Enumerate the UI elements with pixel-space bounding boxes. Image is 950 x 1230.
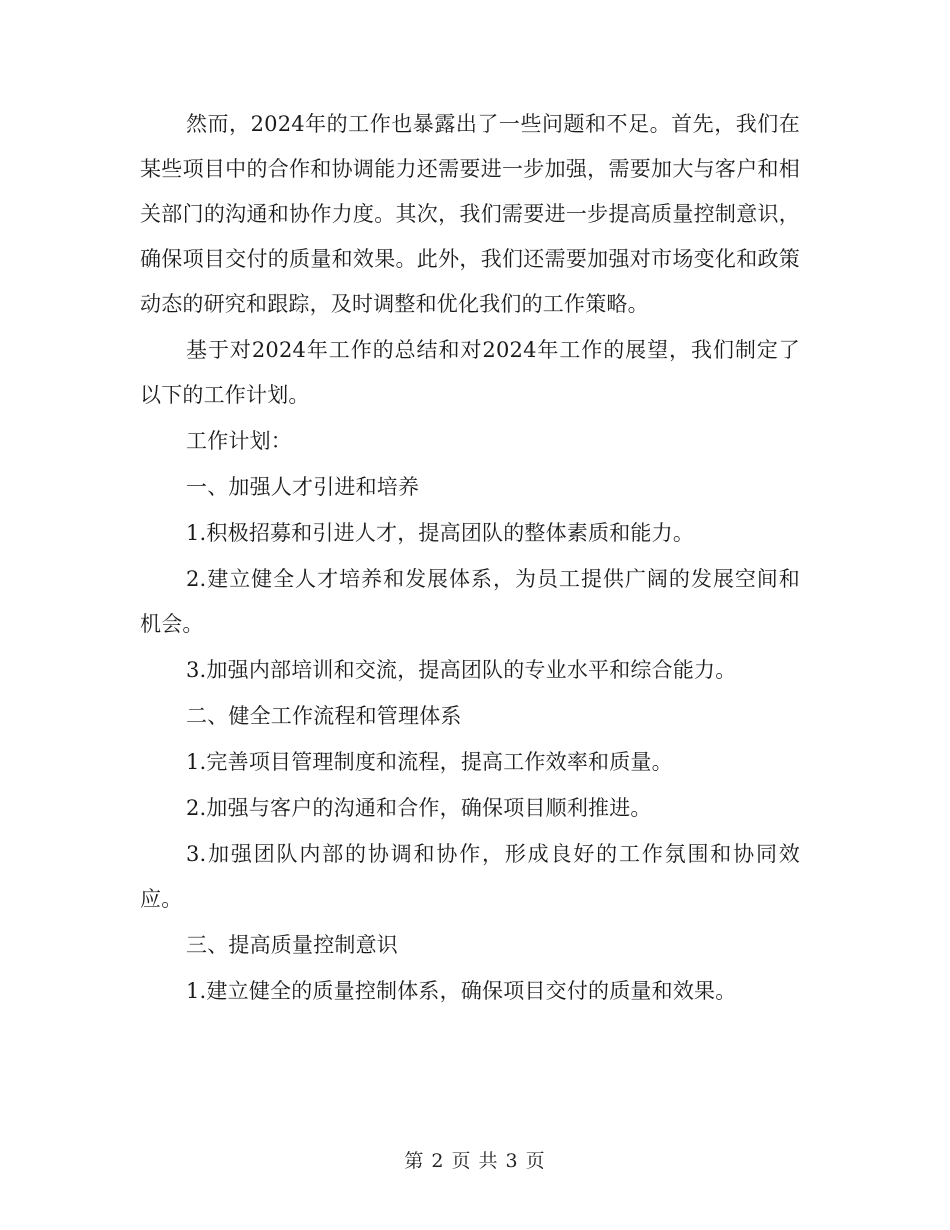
list-item-talent-1: 1.积极招募和引进人才，提高团队的整体素质和能力。: [186, 521, 695, 545]
page-number-label: 第 2 页 共 3 页: [404, 1150, 546, 1172]
list-item-process-3: 3.加强团队内部的协调和协作，形成良好的工作氛围和协同效应。: [140, 842, 800, 911]
list-item-talent-3: 3.加强内部培训和交流，提高团队的专业水平和综合能力。: [186, 658, 737, 682]
section-heading-quality: 三、提高质量控制意识: [186, 933, 398, 957]
list-item-quality-1: 1.建立健全的质量控制体系，确保项目交付的质量和效果。: [186, 979, 737, 1003]
list-item-process-2: 2.加强与客户的沟通和合作，确保项目顺利推进。: [186, 796, 652, 820]
paragraph-issues: 然而，2024年的工作也暴露出了一些问题和不足。首先，我们在某些项目中的合作和协调能力还需要进一步加强，需要加大与客户和相关部门的沟通和协作力度。其次，我们需要进一步提高质量控制意识，确保项目交付的质量和效果。此外，我们还需要加强对市场变化和政策动态的研究和跟踪，及时调整和优化我们的工作策略。: [140, 112, 800, 316]
section-heading-talent: 一、加强人才引进和培养: [186, 475, 420, 499]
list-item-process-1: 1.完善项目管理制度和流程，提高工作效率和质量。: [186, 750, 673, 774]
heading-work-plan: 工作计划：: [186, 429, 292, 453]
paragraph-plan-intro: 基于对2024年工作的总结和对2024年工作的展望，我们制定了以下的工作计划。: [140, 338, 800, 407]
section-heading-process: 二、健全工作流程和管理体系: [186, 704, 462, 728]
page-footer: [0, 1146, 950, 1173]
list-item-talent-2: 2.建立健全人才培养和发展体系，为员工提供广阔的发展空间和机会。: [140, 567, 800, 636]
document-body: [140, 102, 800, 1014]
